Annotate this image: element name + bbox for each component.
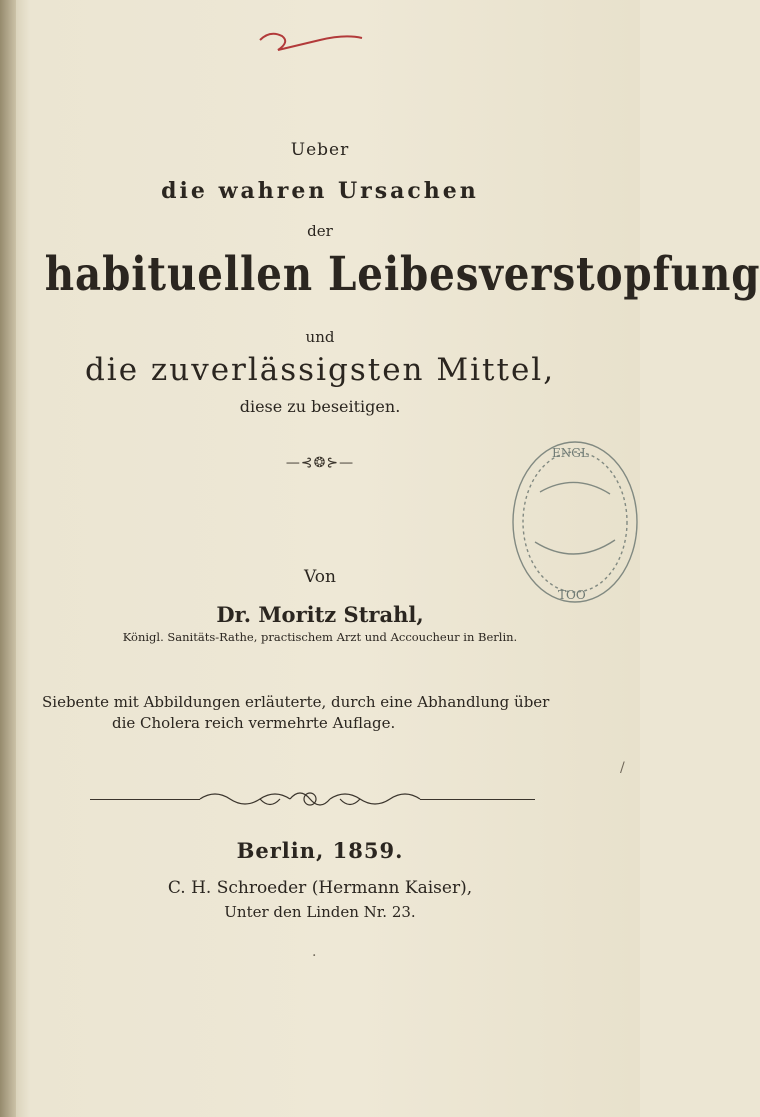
by-line: Von (304, 567, 336, 587)
title-main: habituellen Leibesverstopfung (44, 247, 760, 302)
title-subtitle: die zuverlässigsten Mittel, (84, 352, 556, 388)
edition-note (42, 692, 632, 734)
title-line-7: diese zu beseitigen. (239, 397, 401, 416)
stamp-top-text: ENGL (552, 446, 589, 460)
publisher-address: Unter den Linden Nr. 23. (224, 903, 416, 921)
rule-left (90, 799, 200, 800)
publisher: C. H. Schroeder (Hermann Kaiser), (167, 878, 473, 898)
ornamental-divider (200, 784, 420, 814)
bottom-mark: · (312, 948, 317, 964)
small-ornament: —⊰❂⊱— (285, 455, 355, 471)
rule-right (420, 799, 535, 800)
book-spine-edge (0, 0, 16, 1117)
title-line-3: der (307, 222, 333, 240)
author-title: Königl. Sanitäts-Rathe, practischem Arzt und Accoucheur in Berlin. (122, 630, 518, 644)
handwritten-mark (250, 18, 370, 58)
edition-note-line-1: Siebente mit Abbildungen erläuterte, durch eine Abhandlung über (42, 693, 550, 711)
author-name: Dr. Moritz Strahl, (216, 602, 424, 627)
stamp-bottom-text: TOO (558, 588, 586, 602)
title-line-5: und (305, 328, 335, 346)
title-line-2: die wahren Ursachen (161, 178, 479, 204)
edition-note-line-2: die Cholera reich vermehrte Auflage. (112, 714, 396, 732)
title-line-1: Ueber (290, 140, 350, 160)
library-stamp (500, 432, 640, 612)
margin-mark: / (620, 760, 625, 776)
place-year: Berlin, 1859. (236, 838, 404, 863)
